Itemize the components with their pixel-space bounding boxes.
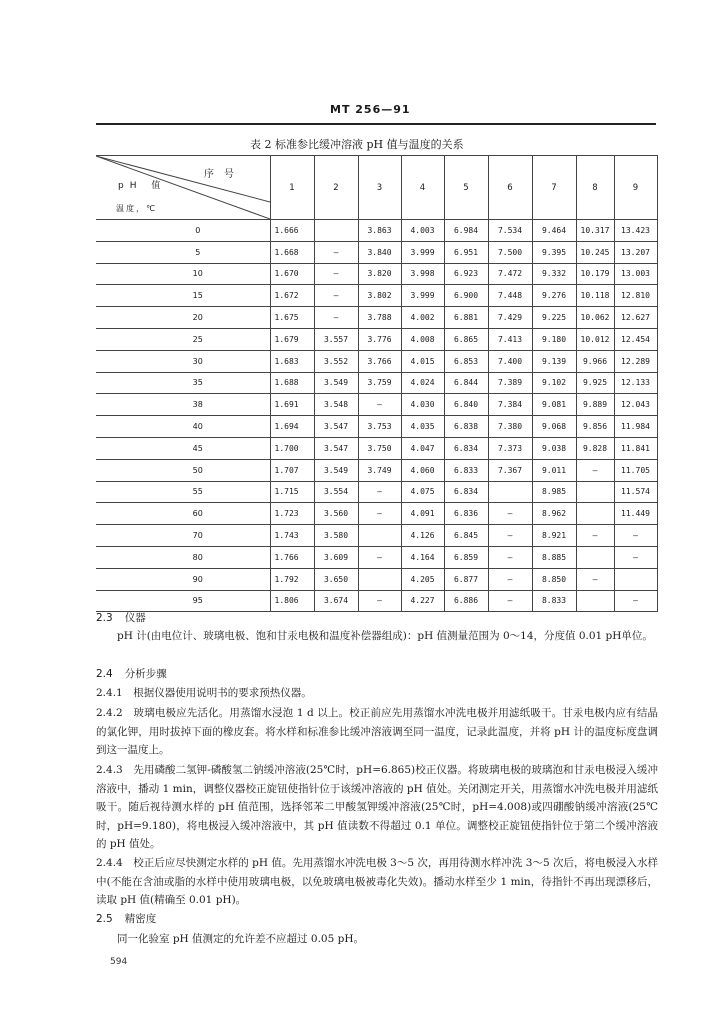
ph-value-cell: 3.549 (314, 459, 358, 481)
ph-value-cell: — (358, 481, 401, 503)
ph-value-cell: 3.802 (358, 285, 401, 307)
ph-value-cell: 1.691 (270, 394, 314, 416)
ph-value-cell: 6.845 (444, 525, 488, 547)
ph-value-cell (614, 568, 657, 590)
table-caption: 表 2 标准参比缓冲溶液 pH 值与温度的关系 (250, 138, 464, 151)
ph-value-cell: 4.164 (401, 546, 444, 568)
ph-value-cell (358, 568, 401, 590)
ph-value-cell: 6.877 (444, 568, 488, 590)
ph-value-cell: 3.840 (358, 241, 401, 263)
ph-value-cell: 6.886 (444, 590, 488, 612)
ph-value-cell: — (314, 285, 358, 307)
ph-value-cell: 6.951 (444, 241, 488, 263)
ph-value-cell: 1.688 (270, 372, 314, 394)
ph-value-cell: 6.984 (444, 220, 488, 242)
temperature-cell: 80 (96, 546, 270, 568)
ph-value-cell: 3.650 (314, 568, 358, 590)
corner-header (96, 156, 270, 220)
ph-value-cell: 13.423 (614, 220, 657, 242)
ph-value-cell: 7.373 (488, 437, 532, 459)
ph-value-cell: — (358, 590, 401, 612)
ph-value-cell: 4.047 (401, 437, 444, 459)
ph-value-cell: 6.838 (444, 416, 488, 438)
ph-value-cell: 10.012 (576, 328, 614, 350)
table-row (96, 481, 657, 503)
ph-value-cell: 1.792 (270, 568, 314, 590)
section-title: 分析步骤 (124, 668, 167, 680)
table-row (96, 350, 657, 372)
ph-value-cell: 3.557 (314, 328, 358, 350)
ph-value-cell: 8.850 (532, 568, 576, 590)
ph-value-cell: 3.552 (314, 350, 358, 372)
ph-value-cell: 7.448 (488, 285, 532, 307)
ph-value-cell: 1.715 (270, 481, 314, 503)
ph-value-cell: 9.464 (532, 220, 576, 242)
ph-value-cell: 6.859 (444, 546, 488, 568)
column-header-8: 8 (576, 156, 614, 220)
ph-value-cell: 8.833 (532, 590, 576, 612)
ph-value-cell: 3.609 (314, 546, 358, 568)
ph-value-cell: 7.367 (488, 459, 532, 481)
temperature-cell: 5 (96, 241, 270, 263)
ph-value-cell: 1.806 (270, 590, 314, 612)
table-row (96, 241, 657, 263)
ph-value-cell: 12.454 (614, 328, 657, 350)
ph-value-cell: 1.683 (270, 350, 314, 372)
ph-value-cell: 4.060 (401, 459, 444, 481)
ph-value-cell: 7.384 (488, 394, 532, 416)
ph-value-cell: 11.449 (614, 503, 657, 525)
ph-value-cell: 9.081 (532, 394, 576, 416)
ph-value-cell: 11.841 (614, 437, 657, 459)
ph-value-cell: 12.810 (614, 285, 657, 307)
ph-value-cell: 6.834 (444, 437, 488, 459)
ph-value-cell: 6.844 (444, 372, 488, 394)
section-number: 2.3 (96, 612, 113, 624)
temperature-cell: 60 (96, 503, 270, 525)
ph-value-cell: 8.921 (532, 525, 576, 547)
ph-value-cell: 13.003 (614, 263, 657, 285)
ph-value-cell: — (358, 546, 401, 568)
ph-value-cell: — (576, 568, 614, 590)
ph-temperature-table (96, 155, 658, 612)
column-header-5: 5 (444, 156, 488, 220)
ph-value-cell: 10.062 (576, 307, 614, 329)
column-header-9: 9 (614, 156, 657, 220)
ph-value-cell: 7.500 (488, 241, 532, 263)
ph-value-cell: 9.011 (532, 459, 576, 481)
ph-value-cell: 1.694 (270, 416, 314, 438)
table-row (96, 307, 657, 329)
table-row (96, 525, 657, 547)
temperature-cell: 45 (96, 437, 270, 459)
ph-value-cell: 12.289 (614, 350, 657, 372)
ph-value-cell: 3.548 (314, 394, 358, 416)
corner-temp-label: 温度，℃ (116, 204, 157, 213)
ph-value-cell: 8.985 (532, 481, 576, 503)
ph-value-cell: 9.828 (576, 437, 614, 459)
ph-value-cell: 3.998 (401, 263, 444, 285)
table-row (96, 372, 657, 394)
column-header-7: 7 (532, 156, 576, 220)
ph-value-cell: — (488, 546, 532, 568)
ph-value-cell: 9.925 (576, 372, 614, 394)
ph-value-cell: 10.317 (576, 220, 614, 242)
ph-value-cell (576, 590, 614, 612)
ph-value-cell: 4.075 (401, 481, 444, 503)
temperature-cell: 10 (96, 263, 270, 285)
table-row (96, 285, 657, 307)
ph-value-cell: 1.766 (270, 546, 314, 568)
step-2-4-1: 2.4.1 根据仪器使用说明书的要求预热仪器。 (96, 687, 312, 699)
column-header-2: 2 (314, 156, 358, 220)
ph-value-cell: — (488, 568, 532, 590)
section-2-5-heading (96, 911, 156, 926)
table-row (96, 263, 657, 285)
table-row (96, 328, 657, 350)
temperature-cell: 25 (96, 328, 270, 350)
step-2-4-4: 2.4.4 校正后应尽快测定水样的 pH 值。先用蒸馏水冲洗电极 3～5 次，再用待测水样冲洗 3～5 次后，将电极浸入水样中(不能在含油或脂的水样中使用玻璃电极，以免玻璃电极被毒化失效)。播动水样至少 1 min，待指针不再出现漂移后，读取 pH 值(精确至 0.01 pH)。 (96, 857, 658, 906)
ph-value-cell: 3.820 (358, 263, 401, 285)
ph-value-cell: 6.900 (444, 285, 488, 307)
ph-value-cell: 1.743 (270, 525, 314, 547)
ph-value-cell: 9.068 (532, 416, 576, 438)
section-number: 2.5 (96, 913, 113, 925)
table-row (96, 416, 657, 438)
ph-value-cell: 7.413 (488, 328, 532, 350)
ph-value-cell: 1.707 (270, 459, 314, 481)
ph-value-cell: 7.534 (488, 220, 532, 242)
table-header-row (96, 156, 657, 220)
ph-value-cell: 1.700 (270, 437, 314, 459)
ph-value-cell: 6.853 (444, 350, 488, 372)
ph-value-cell: 7.429 (488, 307, 532, 329)
ph-value-cell: 3.863 (358, 220, 401, 242)
ph-value-cell: 12.133 (614, 372, 657, 394)
header-rule (96, 123, 656, 125)
ph-value-cell: 3.674 (314, 590, 358, 612)
ph-value-cell: 1.666 (270, 220, 314, 242)
ph-value-cell: 4.024 (401, 372, 444, 394)
temperature-cell: 35 (96, 372, 270, 394)
temperature-cell: 95 (96, 590, 270, 612)
ph-value-cell: — (614, 590, 657, 612)
ph-value-cell: 3.560 (314, 503, 358, 525)
table-row (96, 568, 657, 590)
ph-value-cell: 3.999 (401, 285, 444, 307)
ph-value-cell: 1.668 (270, 241, 314, 263)
ph-value-cell: 7.400 (488, 350, 532, 372)
ph-value-cell (576, 481, 614, 503)
ph-value-cell: 3.549 (314, 372, 358, 394)
ph-value-cell: 3.999 (401, 241, 444, 263)
temperature-cell: 30 (96, 350, 270, 372)
ph-value-cell: 9.395 (532, 241, 576, 263)
ph-value-cell: 3.759 (358, 372, 401, 394)
ph-value-cell: 11.705 (614, 459, 657, 481)
ph-value-cell: 1.672 (270, 285, 314, 307)
table-row (96, 503, 657, 525)
ph-value-cell: 10.245 (576, 241, 614, 263)
ph-value-cell: 9.966 (576, 350, 614, 372)
ph-value-cell: 4.002 (401, 307, 444, 329)
ph-value-cell: — (314, 241, 358, 263)
column-header-6: 6 (488, 156, 532, 220)
ph-value-cell: 13.207 (614, 241, 657, 263)
step-2-4-2: 2.4.2 玻璃电极应先活化。用蒸馏水浸泡 1 d 以上。校正前应先用蒸馏水冲洗电极并用滤纸吸干。甘汞电极内应有结晶的氯化钾，用时拔掉下面的橡皮套。将水样和标准参比缓冲溶液调至同一温度，记录此温度，并将 pH 计的温度标度盘调到这一温度上。 (96, 707, 658, 756)
ph-value-cell: 9.038 (532, 437, 576, 459)
ph-value-cell: 3.766 (358, 350, 401, 372)
ph-value-cell: — (358, 394, 401, 416)
ph-value-cell (488, 481, 532, 503)
section-2-4-heading (96, 666, 167, 681)
ph-value-cell: 6.836 (444, 503, 488, 525)
ph-value-cell: 4.008 (401, 328, 444, 350)
temperature-cell: 40 (96, 416, 270, 438)
column-header-4: 4 (401, 156, 444, 220)
ph-value-cell: 4.015 (401, 350, 444, 372)
section-title: 仪器 (124, 612, 146, 624)
ph-value-cell: 3.554 (314, 481, 358, 503)
ph-value-cell: 9.889 (576, 394, 614, 416)
ph-value-cell: 3.749 (358, 459, 401, 481)
ph-value-cell: — (614, 546, 657, 568)
column-header-1: 1 (270, 156, 314, 220)
ph-value-cell: 4.030 (401, 394, 444, 416)
section-title: 精密度 (124, 913, 157, 925)
ph-value-cell: 12.627 (614, 307, 657, 329)
ph-value-cell: — (314, 307, 358, 329)
corner-seq-label: 序号 (204, 169, 244, 180)
standard-code: MT 256—91 (330, 103, 411, 116)
ph-value-cell: 3.547 (314, 416, 358, 438)
ph-value-cell (358, 525, 401, 547)
temperature-cell: 20 (96, 307, 270, 329)
ph-value-cell: — (488, 503, 532, 525)
ph-value-cell: 6.881 (444, 307, 488, 329)
ph-value-cell (314, 220, 358, 242)
ph-value-cell: 3.788 (358, 307, 401, 329)
section-2-3-heading (96, 610, 146, 625)
ph-value-cell: 4.003 (401, 220, 444, 242)
column-header-3: 3 (358, 156, 401, 220)
temperature-cell: 70 (96, 525, 270, 547)
ph-value-cell: 11.574 (614, 481, 657, 503)
ph-value-cell: 10.118 (576, 285, 614, 307)
ph-value-cell: 4.205 (401, 568, 444, 590)
table-row (96, 220, 657, 242)
table-row (96, 394, 657, 416)
ph-value-cell: 9.225 (532, 307, 576, 329)
ph-value-cell (576, 503, 614, 525)
ph-value-cell: 6.865 (444, 328, 488, 350)
table-row (96, 437, 657, 459)
ph-value-cell: 6.923 (444, 263, 488, 285)
ph-value-cell: 3.776 (358, 328, 401, 350)
ph-value-cell: 3.580 (314, 525, 358, 547)
section-2-5-text: 同一化验室 pH 值测定的允许差不应超过 0.05 pH。 (117, 933, 364, 945)
ph-value-cell: 3.547 (314, 437, 358, 459)
ph-value-cell: 6.840 (444, 394, 488, 416)
ph-value-cell: 8.962 (532, 503, 576, 525)
ph-value-cell: — (488, 525, 532, 547)
ph-value-cell: 3.753 (358, 416, 401, 438)
ph-value-cell: 8.885 (532, 546, 576, 568)
ph-value-cell: — (576, 459, 614, 481)
ph-value-cell: 3.750 (358, 437, 401, 459)
ph-value-cell: 1.670 (270, 263, 314, 285)
ph-value-cell: 12.043 (614, 394, 657, 416)
ph-value-cell: 1.675 (270, 307, 314, 329)
temperature-cell: 50 (96, 459, 270, 481)
table-row (96, 546, 657, 568)
ph-value-cell: 7.389 (488, 372, 532, 394)
section-number: 2.4 (96, 668, 113, 680)
ph-value-cell: — (488, 590, 532, 612)
corner-ph-label: pH 值 (118, 181, 167, 191)
ph-value-cell: 11.984 (614, 416, 657, 438)
section-2-3-text: pH 计(由电位计、玻璃电极、饱和甘汞电极和温度补偿器组成)：pH 值测量范围为 0～14，分度值 0.01 pH单位。 (117, 630, 653, 642)
page-number: 594 (110, 957, 128, 967)
ph-value-cell: 4.035 (401, 416, 444, 438)
ph-value-cell: 9.276 (532, 285, 576, 307)
ph-value-cell: 6.834 (444, 481, 488, 503)
temperature-cell: 90 (96, 568, 270, 590)
table-row (96, 459, 657, 481)
ph-value-cell: 9.180 (532, 328, 576, 350)
ph-value-cell: 10.179 (576, 263, 614, 285)
temperature-cell: 15 (96, 285, 270, 307)
temperature-cell: 0 (96, 220, 270, 242)
ph-value-cell: 6.833 (444, 459, 488, 481)
ph-value-cell: — (576, 525, 614, 547)
ph-value-cell: 4.126 (401, 525, 444, 547)
temperature-cell: 38 (96, 394, 270, 416)
ph-value-cell: 4.091 (401, 503, 444, 525)
table-row (96, 590, 657, 612)
ph-value-cell: — (358, 503, 401, 525)
ph-value-cell (576, 546, 614, 568)
ph-value-cell: 1.679 (270, 328, 314, 350)
ph-value-cell: 7.380 (488, 416, 532, 438)
temperature-cell: 55 (96, 481, 270, 503)
ph-value-cell: 1.723 (270, 503, 314, 525)
ph-value-cell: 4.227 (401, 590, 444, 612)
ph-value-cell: — (614, 525, 657, 547)
ph-value-cell: — (314, 263, 358, 285)
step-2-4-3: 2.4.3 先用磷酸二氢钾-磷酸氢二钠缓冲溶液(25℃时，pH=6.865)校正仪器。将玻璃电极的玻璃泡和甘汞电极浸入缓冲溶液中，播动 1 min，调整仪器校正旋钮使指针位于该缓冲溶液的 pH 值处。关闭测定开关，用蒸馏水冲洗电极并用滤纸吸干。随后视待测水样的 pH 值范围，选择邻苯二甲酸氢钾缓冲溶液(25℃时，pH=4.008)或四硼酸钠缓冲溶液(25℃时，pH=9.180)，将电极浸入缓冲溶液中，其 pH 值读数不得超过 0.1 单位。调整校正旋钮使指针位于第二个缓冲溶液的 pH 值处。 (96, 764, 658, 850)
ph-value-cell: 7.472 (488, 263, 532, 285)
ph-value-cell: 9.332 (532, 263, 576, 285)
ph-value-cell: 9.139 (532, 350, 576, 372)
ph-value-cell: 9.102 (532, 372, 576, 394)
ph-value-cell: 9.856 (576, 416, 614, 438)
